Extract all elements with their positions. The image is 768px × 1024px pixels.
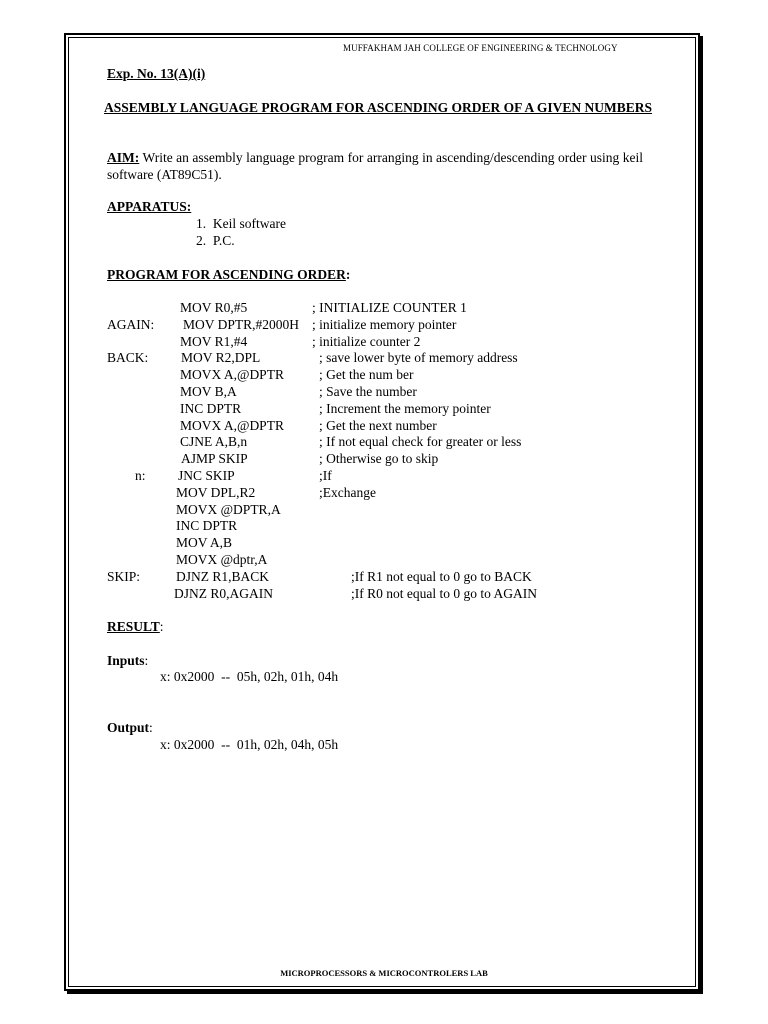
result-colon: : <box>159 619 164 634</box>
code-instruction: CJNE A,B,n <box>180 434 248 450</box>
aim-text: Write an assembly language program for arranging in ascending/descending order using keil software (AT89C51). <box>107 150 643 182</box>
code-label: n: <box>135 468 146 483</box>
experiment-number: Exp. No. 13(A)(i) <box>107 66 206 81</box>
result-heading <box>107 619 164 635</box>
code-instruction: MOVX A,@DPTR <box>180 417 284 433</box>
code-instruction: DJNZ R1,BACK <box>176 568 270 584</box>
code-comment: ; INITIALIZE COUNTER 1 <box>312 300 467 315</box>
code-label: AGAIN: <box>107 316 155 332</box>
code-instruction: MOVX @dptr,A <box>176 552 268 567</box>
code-comment: ; Get the next number <box>319 417 437 433</box>
code-comment: ; Otherwise go to skip <box>319 451 439 467</box>
code-instruction: DJNZ R0,AGAIN <box>174 585 273 601</box>
code-comment: ;If R1 not equal to 0 go to BACK <box>351 568 532 584</box>
code-comment: ; initialize counter 2 <box>312 333 421 349</box>
code-instruction: INC DPTR <box>180 400 242 416</box>
aim-label: AIM: <box>107 150 140 165</box>
code-comment: ;Exchange <box>319 484 376 500</box>
running-header: MUFFAKHAM JAH COLLEGE OF ENGINEERING & TECHNOLOGY <box>343 43 618 53</box>
code-instruction: AJMP SKIP <box>181 451 248 467</box>
code-instruction: MOV DPL,R2 <box>176 484 256 500</box>
code-instruction: MOV B,A <box>180 384 237 399</box>
code-comment: ; Increment the memory pointer <box>319 400 491 416</box>
code-comment: ; Save the number <box>319 384 417 399</box>
code-instruction: MOV DPTR,#2000H <box>183 316 300 332</box>
output-label: Output <box>107 720 150 735</box>
program-heading-text: PROGRAM FOR ASCENDING ORDER <box>107 267 346 282</box>
aim-paragraph <box>107 149 643 183</box>
code-instruction: MOV A,B <box>176 535 233 551</box>
code-instruction: JNC SKIP <box>178 468 235 483</box>
page-border-shadow-right <box>700 36 703 994</box>
running-footer: MICROPROCESSORS & MICROCONTROLERS LAB <box>280 968 488 978</box>
code-instruction: MOV R1,#4 <box>180 333 248 349</box>
inputs-colon: : <box>144 653 149 668</box>
inputs-value: x: 0x2000 -- 05h, 02h, 01h, 04h <box>160 669 339 684</box>
result-label: RESULT <box>107 619 160 634</box>
apparatus-heading: APPARATUS: <box>107 199 192 214</box>
code-instruction: MOVX @DPTR,A <box>176 501 281 517</box>
code-label: BACK: <box>107 350 149 366</box>
code-instruction: MOV R0,#5 <box>180 300 248 315</box>
apparatus-item-1: 1. Keil software <box>196 216 286 231</box>
code-instruction: MOV R2,DPL <box>181 350 261 366</box>
code-comment: ; save lower byte of memory address <box>319 350 518 366</box>
inputs-label: Inputs <box>107 653 145 668</box>
inputs-heading <box>107 653 148 669</box>
output-heading <box>107 720 153 736</box>
code-label: SKIP: <box>107 568 141 584</box>
page-border-shadow-bottom <box>67 991 703 994</box>
output-colon: : <box>149 720 153 735</box>
apparatus-item-2: 2. P.C. <box>196 233 235 248</box>
code-comment: ;If <box>319 468 332 483</box>
code-comment: ; If not equal check for greater or less <box>319 434 522 450</box>
code-instruction: MOVX A,@DPTR <box>180 367 284 383</box>
program-heading-colon: : <box>345 267 351 282</box>
document-title: ASSEMBLY LANGUAGE PROGRAM FOR ASCENDING ORDER OF A GIVEN NUMBERS <box>104 100 652 115</box>
code-instruction: INC DPTR <box>176 518 238 534</box>
code-comment: ;If R0 not equal to 0 go to AGAIN <box>351 585 537 601</box>
output-value: x: 0x2000 -- 01h, 02h, 04h, 05h <box>160 737 339 752</box>
code-comment: ; Get the num ber <box>319 367 414 383</box>
program-heading <box>107 267 350 283</box>
code-comment: ; initialize memory pointer <box>312 316 457 332</box>
